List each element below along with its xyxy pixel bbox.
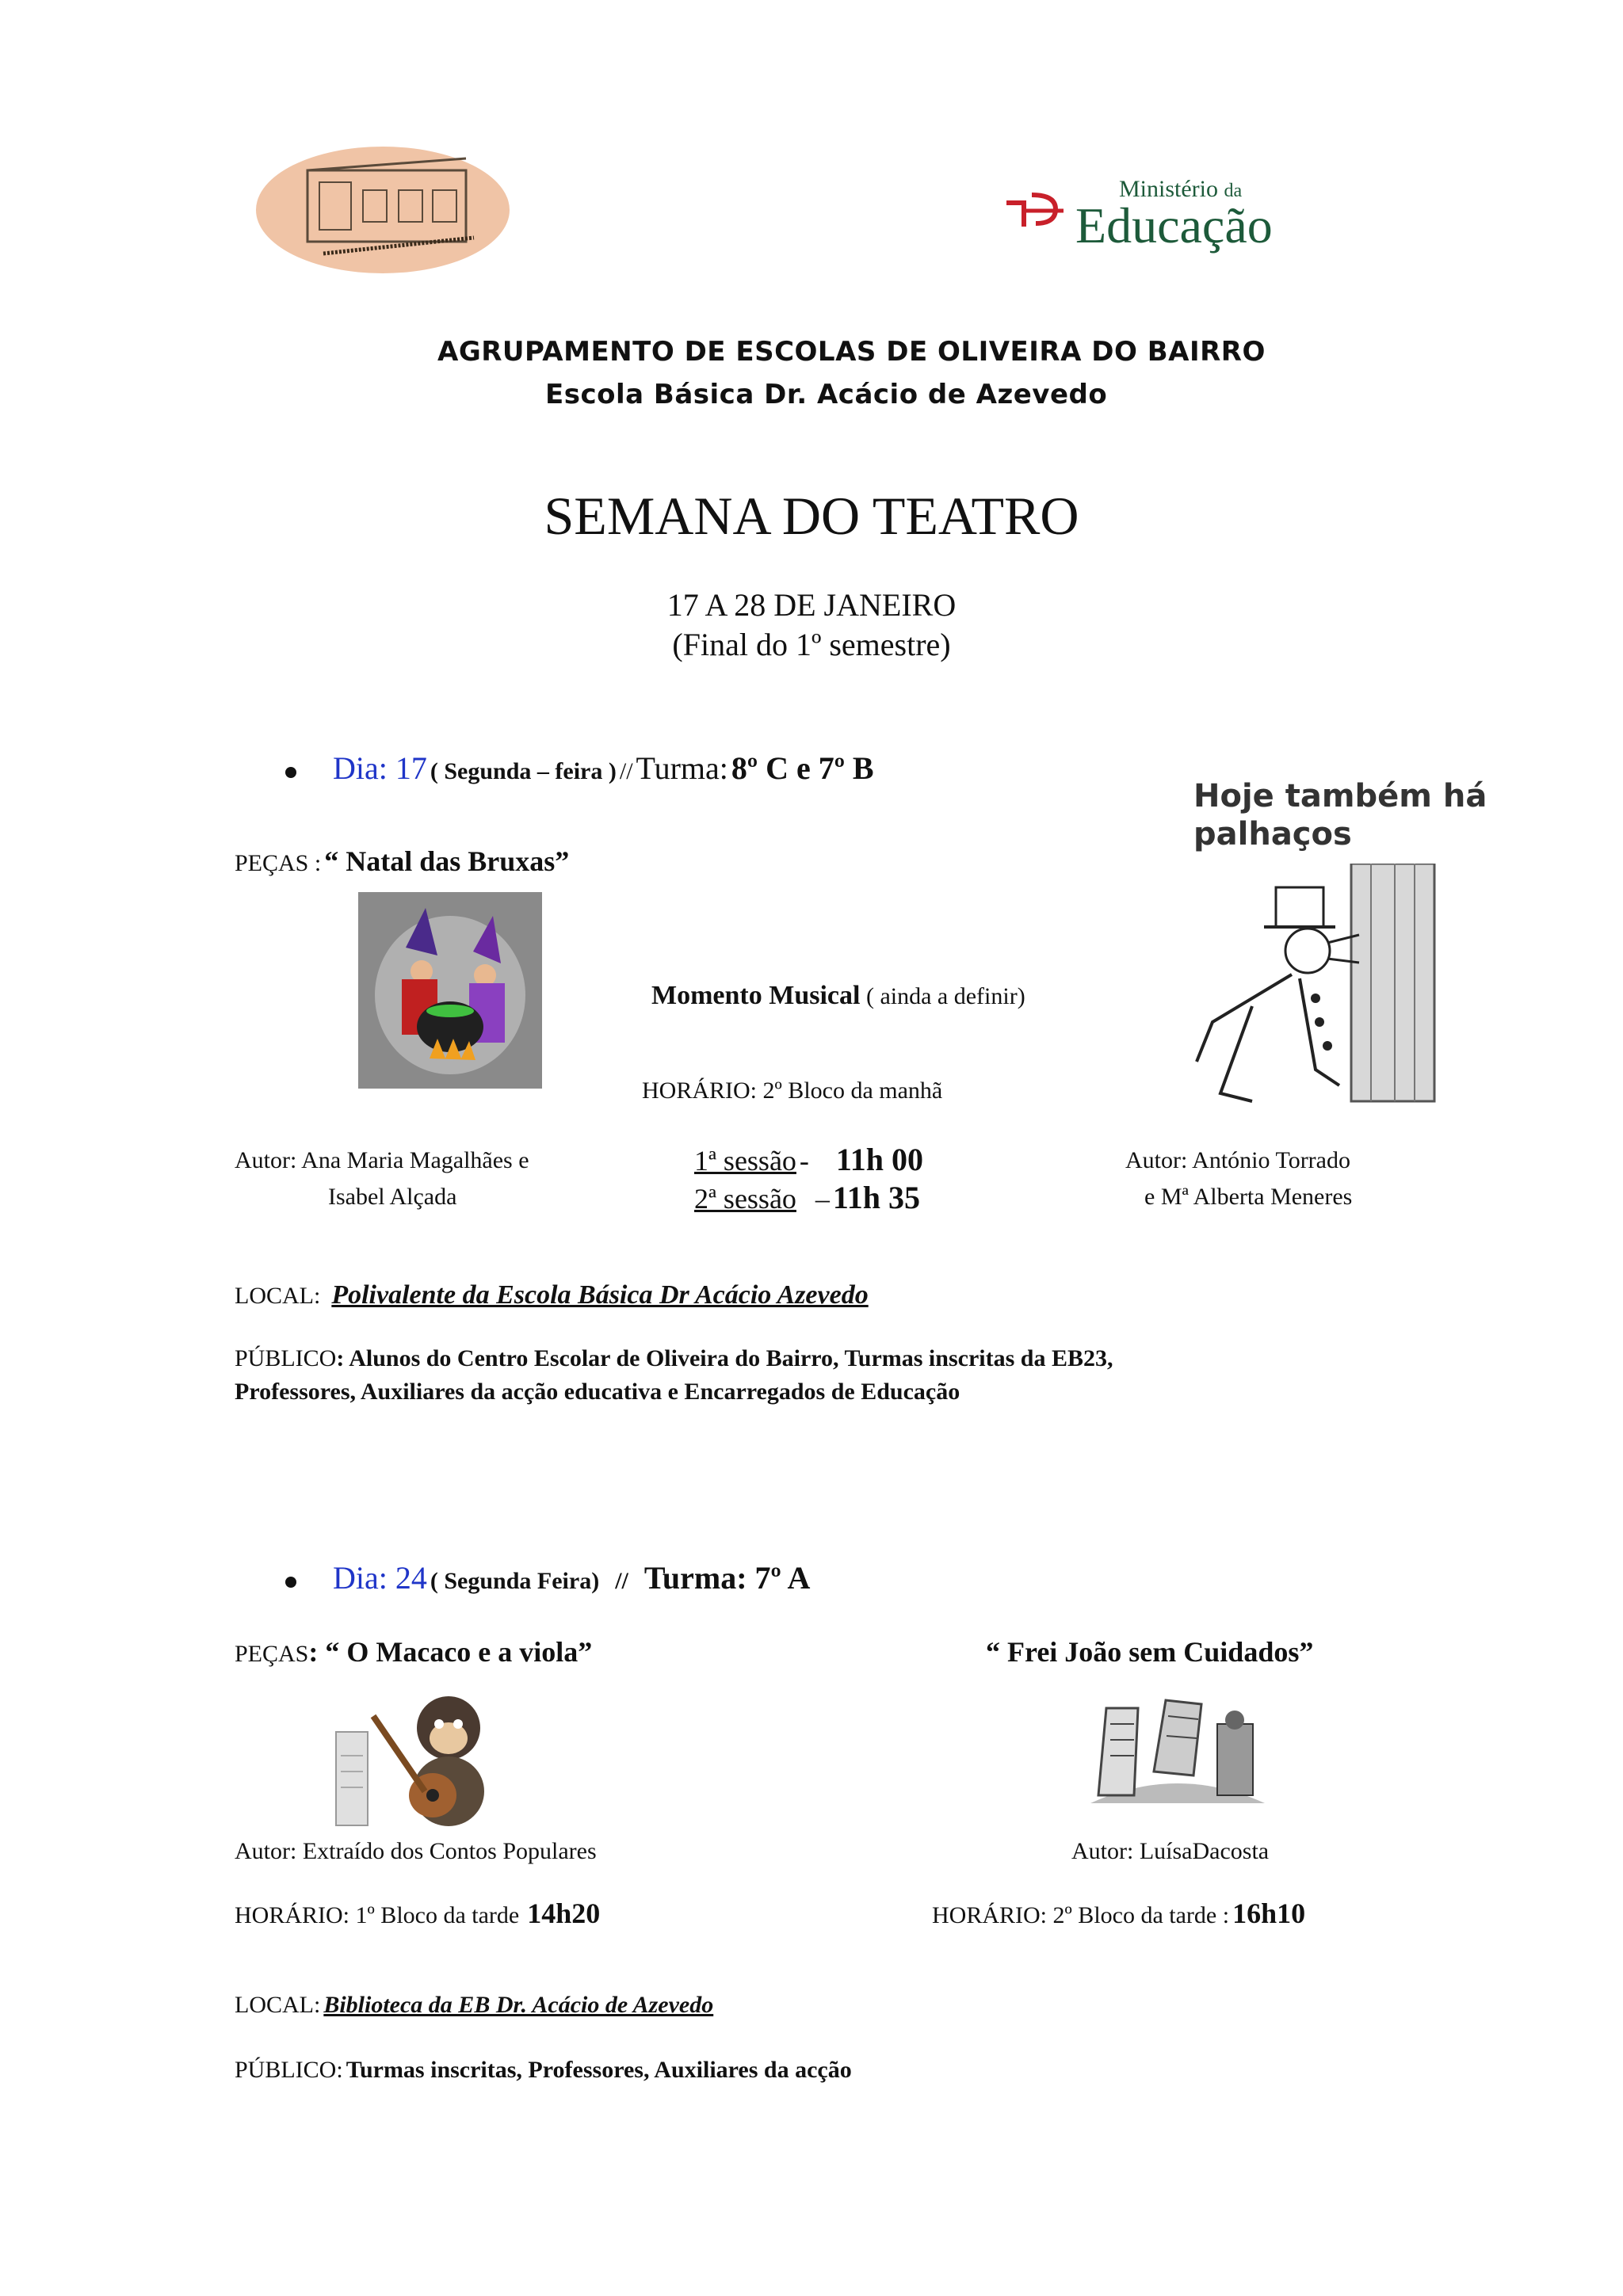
ministry-logo <box>1000 174 1333 254</box>
musical-note: ( ainda a definir) <box>860 983 1025 1009</box>
day1-autor2-line2: e Mª Alberta Meneres <box>1144 1184 1353 1210</box>
day1-publico-line1 <box>235 1345 1113 1372</box>
day2-autor1: Autor: Extraído dos Contos Populares <box>235 1838 597 1864</box>
day1-local <box>235 1280 869 1310</box>
day2-pecas <box>235 1635 592 1669</box>
bullet-icon <box>285 767 296 778</box>
day2-autor2: Autor: LuísaDacosta <box>1071 1838 1270 1864</box>
page-title: SEMANA DO TEATRO <box>544 486 1079 546</box>
day1-pecas-title: “ Natal das Bruxas” <box>324 845 570 877</box>
bullet-icon <box>285 1577 296 1588</box>
frei-joao-illustration <box>1090 1692 1265 1811</box>
day1-turma-value: 8º C e 7º B <box>731 750 874 786</box>
day1-publico-line2: Professores, Auxiliares da acção educativa e Encarregados de Educação <box>235 1379 960 1405</box>
day1-autor2-line1: Autor: António Torrado <box>1125 1147 1350 1173</box>
school-logo <box>252 143 514 277</box>
day2-heading <box>333 1559 810 1596</box>
session1-label: 1ª sessão <box>694 1145 796 1177</box>
musical-label: Momento Musical <box>651 981 861 1010</box>
day1-turma-label: Turma: <box>636 750 728 786</box>
day2-publico <box>235 2057 852 2084</box>
event-note: (Final do 1º semestre) <box>672 627 951 662</box>
day1-pecas-label: PEÇAS : <box>235 850 322 876</box>
book-title-line2: palhaços <box>1193 816 1352 852</box>
session1-time: 11h 00 <box>835 1142 923 1177</box>
day1-sep: // <box>619 758 633 784</box>
day1-heading <box>333 749 874 787</box>
day2-weekday: ( Segunda Feira) <box>430 1568 600 1594</box>
day2-turma: Turma: 7º A <box>643 1560 811 1596</box>
day2-sep: // <box>615 1568 628 1594</box>
book-title-line1: Hoje também há <box>1193 778 1487 814</box>
ministry-word: Educação <box>1075 197 1273 254</box>
session2-sep: – <box>815 1183 830 1215</box>
day2-pecas-label: PEÇAS <box>235 1641 309 1667</box>
event-dates: 17 A 28 DE JANEIRO <box>666 587 957 623</box>
monkey-guitar-illustration <box>330 1692 498 1827</box>
day2-publico-value: Turmas inscritas, Professores, Auxiliares da acção <box>346 2057 852 2083</box>
ministry-pre-text: Ministério <box>1119 176 1218 202</box>
day1-session1 <box>694 1141 923 1178</box>
session2-time: 11h 35 <box>832 1180 920 1215</box>
ministry-emblem-icon <box>1000 179 1071 242</box>
day1-label: Dia: 17 <box>333 750 427 786</box>
day2-horario2-label: HORÁRIO: 2º Bloco da tarde : <box>932 1902 1230 1928</box>
day2-pecas-title1: : “ O Macaco e a viola” <box>308 1636 593 1668</box>
day2-horario1-label: HORÁRIO: 1º Bloco da tarde <box>235 1902 520 1928</box>
day2-local-label: LOCAL: <box>235 1992 321 2018</box>
witches-illustration <box>358 892 542 1089</box>
session2-label: 2ª sessão <box>694 1183 796 1215</box>
day1-publico-text1: : Alunos do Centro Escolar de Oliveira do Bairro, Turmas inscritas da EB23, <box>336 1345 1113 1371</box>
ministry-da-text: da <box>1224 181 1243 201</box>
day2-label: Dia: 24 <box>333 1560 427 1596</box>
day2-horario2-time: 16h10 <box>1232 1897 1306 1929</box>
session1-sep: - <box>799 1145 809 1177</box>
musical-moment <box>651 981 1025 1011</box>
day1-horario: HORÁRIO: 2º Bloco da manhã <box>642 1077 943 1104</box>
day1-session2 <box>694 1179 920 1216</box>
day2-local <box>235 1992 713 2019</box>
day1-pecas <box>235 845 569 878</box>
day1-publico-label: PÚBLICO <box>235 1345 337 1371</box>
day1-local-label: LOCAL: <box>235 1283 321 1309</box>
day1-autor1-line2: Isabel Alçada <box>328 1184 457 1210</box>
school-group-name: AGRUPAMENTO DE ESCOLAS DE OLIVEIRA DO BAIRRO <box>437 336 1266 368</box>
clown-illustration <box>1181 864 1450 1117</box>
day1-autor1-line1: Autor: Ana Maria Magalhães e <box>235 1147 529 1173</box>
day2-horario1 <box>235 1897 600 1930</box>
day2-horario2 <box>932 1897 1305 1930</box>
day1-local-value: Polivalente da Escola Básica Dr Acácio Azevedo <box>331 1280 869 1310</box>
day1-weekday: ( Segunda – feira ) <box>430 758 617 784</box>
school-name: Escola Básica Dr. Acácio de Azevedo <box>545 379 1108 410</box>
day2-publico-label: PÚBLICO: <box>235 2057 343 2083</box>
day2-horario1-time: 14h20 <box>527 1897 601 1929</box>
day2-local-value: Biblioteca da EB Dr. Acácio de Azevedo <box>323 1992 714 2018</box>
day2-pecas-title2: “ Frei João sem Cuidados” <box>986 1636 1314 1668</box>
